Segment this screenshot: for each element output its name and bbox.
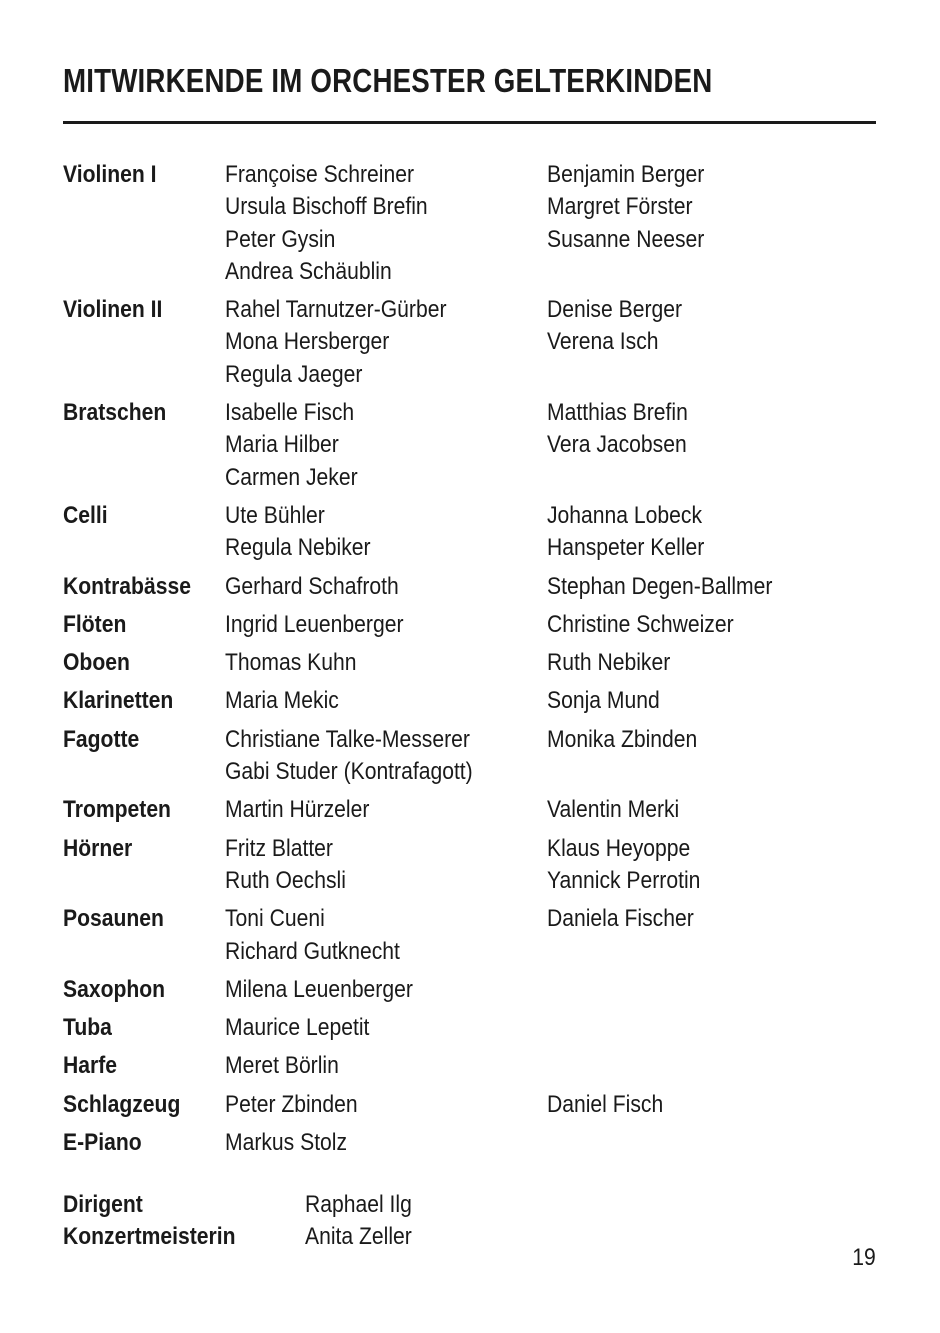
musician-name: Rahel Tarnutzer-Gürber — [225, 296, 447, 324]
musician-name: Ingrid Leuenberger — [225, 610, 404, 638]
names-column-1 — [225, 500, 547, 565]
musician-name: Maria Hilber — [225, 431, 339, 459]
title-rule — [63, 121, 876, 124]
names-column-2 — [547, 1127, 867, 1159]
musician-name: Richard Gutknecht — [225, 937, 400, 965]
instrument-label: Klarinetten — [63, 687, 174, 715]
musician-name: Fritz Blatter — [225, 834, 333, 862]
musician-name: Martin Hürzeler — [225, 796, 370, 824]
musician-name: Johanna Lobeck — [547, 501, 703, 529]
names-column-1 — [225, 397, 547, 494]
names-column-2 — [547, 294, 867, 391]
names-column-1 — [225, 294, 547, 391]
section-row — [63, 903, 876, 968]
section-row — [63, 609, 876, 641]
instrument-label: Tuba — [63, 1014, 112, 1042]
names-column-2 — [547, 609, 867, 641]
section-row — [63, 1089, 876, 1121]
names-column-1 — [225, 1127, 547, 1159]
musician-name: Matthias Brefin — [547, 399, 688, 427]
page-title: MITWIRKENDE IM ORCHESTER GELTERKINDEN — [63, 62, 713, 99]
musician-name: Peter Zbinden — [225, 1090, 358, 1118]
names-column-1 — [225, 974, 547, 1006]
names-column-2 — [547, 833, 867, 898]
musician-name: Regula Nebiker — [225, 534, 371, 562]
orchestra-roster — [63, 159, 876, 1165]
section-row — [63, 1050, 876, 1082]
musician-name: Daniel Fisch — [547, 1090, 664, 1118]
musician-name: Milena Leuenberger — [225, 975, 413, 1003]
musician-name: Benjamin Berger — [547, 161, 705, 188]
names-column-2 — [547, 1050, 867, 1082]
musician-name: Toni Cueni — [225, 905, 325, 933]
musician-name: Monika Zbinden — [547, 725, 698, 753]
section-row — [63, 974, 876, 1006]
musician-name: Ruth Oechsli — [225, 866, 346, 894]
instrument-label: Schlagzeug — [63, 1090, 181, 1118]
names-column-2 — [547, 1089, 867, 1121]
names-column-1 — [225, 833, 547, 898]
musician-name: Ruth Nebiker — [547, 649, 671, 677]
musician-name: Peter Gysin — [225, 225, 336, 253]
instrument-label: Violinen II — [63, 296, 163, 324]
instrument-label: Harfe — [63, 1052, 117, 1080]
names-column-2 — [547, 159, 867, 288]
musician-name: Regula Jaeger — [225, 360, 363, 388]
musician-name: Yannick Perrotin — [547, 866, 701, 894]
leader-name: Anita Zeller — [305, 1223, 412, 1250]
leadership-list — [63, 1189, 426, 1253]
leader-name: Raphael Ilg — [305, 1191, 412, 1218]
musician-name: Valentin Merki — [547, 796, 680, 824]
leader-row — [63, 1221, 426, 1253]
section-row — [63, 571, 876, 603]
musician-name: Margret Förster — [547, 193, 693, 221]
names-column-2 — [547, 794, 867, 826]
names-column-1 — [225, 685, 547, 717]
names-column-2 — [547, 685, 867, 717]
names-column-2 — [547, 571, 867, 603]
musician-name: Isabelle Fisch — [225, 399, 355, 427]
instrument-label: Posaunen — [63, 905, 164, 933]
musician-name: Ursula Bischoff Brefin — [225, 193, 428, 221]
page-number: 19 — [852, 1244, 876, 1271]
leader-row — [63, 1189, 426, 1221]
musician-name: Thomas Kuhn — [225, 649, 357, 677]
names-column-2 — [547, 724, 867, 789]
names-column-1 — [225, 609, 547, 641]
instrument-label: Hörner — [63, 834, 133, 862]
names-column-1 — [225, 903, 547, 968]
musician-name: Mona Hersberger — [225, 328, 390, 356]
names-column-1 — [225, 159, 547, 288]
musician-name: Daniela Fischer — [547, 905, 694, 933]
section-row — [63, 647, 876, 679]
instrument-label: Kontrabässe — [63, 572, 191, 600]
section-row — [63, 500, 876, 565]
musician-name: Ute Bühler — [225, 501, 325, 529]
names-column-2 — [547, 647, 867, 679]
section-row — [63, 397, 876, 494]
musician-name: Christiane Talke-Messerer — [225, 725, 470, 753]
section-row — [63, 159, 876, 288]
musician-name: Maria Mekic — [225, 687, 339, 715]
musician-name: Meret Börlin — [225, 1052, 339, 1080]
names-column-2 — [547, 1012, 867, 1044]
musician-name: Stephan Degen-Ballmer — [547, 572, 773, 600]
section-row — [63, 294, 876, 391]
names-column-1 — [225, 647, 547, 679]
section-row — [63, 724, 876, 789]
instrument-label: Fagotte — [63, 725, 140, 753]
section-row — [63, 685, 876, 717]
names-column-1 — [225, 724, 547, 789]
names-column-1 — [225, 1050, 547, 1082]
section-row — [63, 1127, 876, 1159]
musician-name: Gabi Studer (Kontrafagott) — [225, 758, 473, 786]
section-row — [63, 1012, 876, 1044]
section-row — [63, 833, 876, 898]
instrument-label: Trompeten — [63, 796, 171, 824]
names-column-2 — [547, 903, 867, 968]
musician-name: Verena Isch — [547, 328, 659, 356]
section-row — [63, 794, 876, 826]
names-column-2 — [547, 500, 867, 565]
names-column-1 — [225, 1089, 547, 1121]
musician-name: Klaus Heyoppe — [547, 834, 691, 862]
musician-name: Sonja Mund — [547, 687, 660, 715]
names-column-1 — [225, 794, 547, 826]
names-column-2 — [547, 974, 867, 1006]
instrument-label: Saxophon — [63, 975, 166, 1003]
names-column-1 — [225, 571, 547, 603]
names-column-2 — [547, 397, 867, 494]
instrument-label: Oboen — [63, 649, 130, 677]
musician-name: Markus Stolz — [225, 1129, 348, 1157]
instrument-label: E-Piano — [63, 1129, 142, 1157]
instrument-label: Bratschen — [63, 399, 167, 427]
musician-name: Maurice Lepetit — [225, 1014, 370, 1042]
instrument-label: Celli — [63, 501, 108, 529]
instrument-label: Flöten — [63, 610, 127, 638]
musician-name: Andrea Schäublin — [225, 257, 392, 285]
leader-role: Konzertmeisterin — [63, 1223, 236, 1250]
musician-name: Françoise Schreiner — [225, 161, 414, 188]
musician-name: Carmen Jeker — [225, 463, 358, 491]
musician-name: Vera Jacobsen — [547, 431, 687, 459]
musician-name: Susanne Neeser — [547, 225, 705, 253]
musician-name: Gerhard Schafroth — [225, 572, 399, 600]
names-column-1 — [225, 1012, 547, 1044]
leader-role: Dirigent — [63, 1191, 143, 1218]
musician-name: Hanspeter Keller — [547, 534, 705, 562]
instrument-label: Violinen I — [63, 161, 157, 188]
musician-name: Christine Schweizer — [547, 610, 734, 638]
musician-name: Denise Berger — [547, 296, 683, 324]
